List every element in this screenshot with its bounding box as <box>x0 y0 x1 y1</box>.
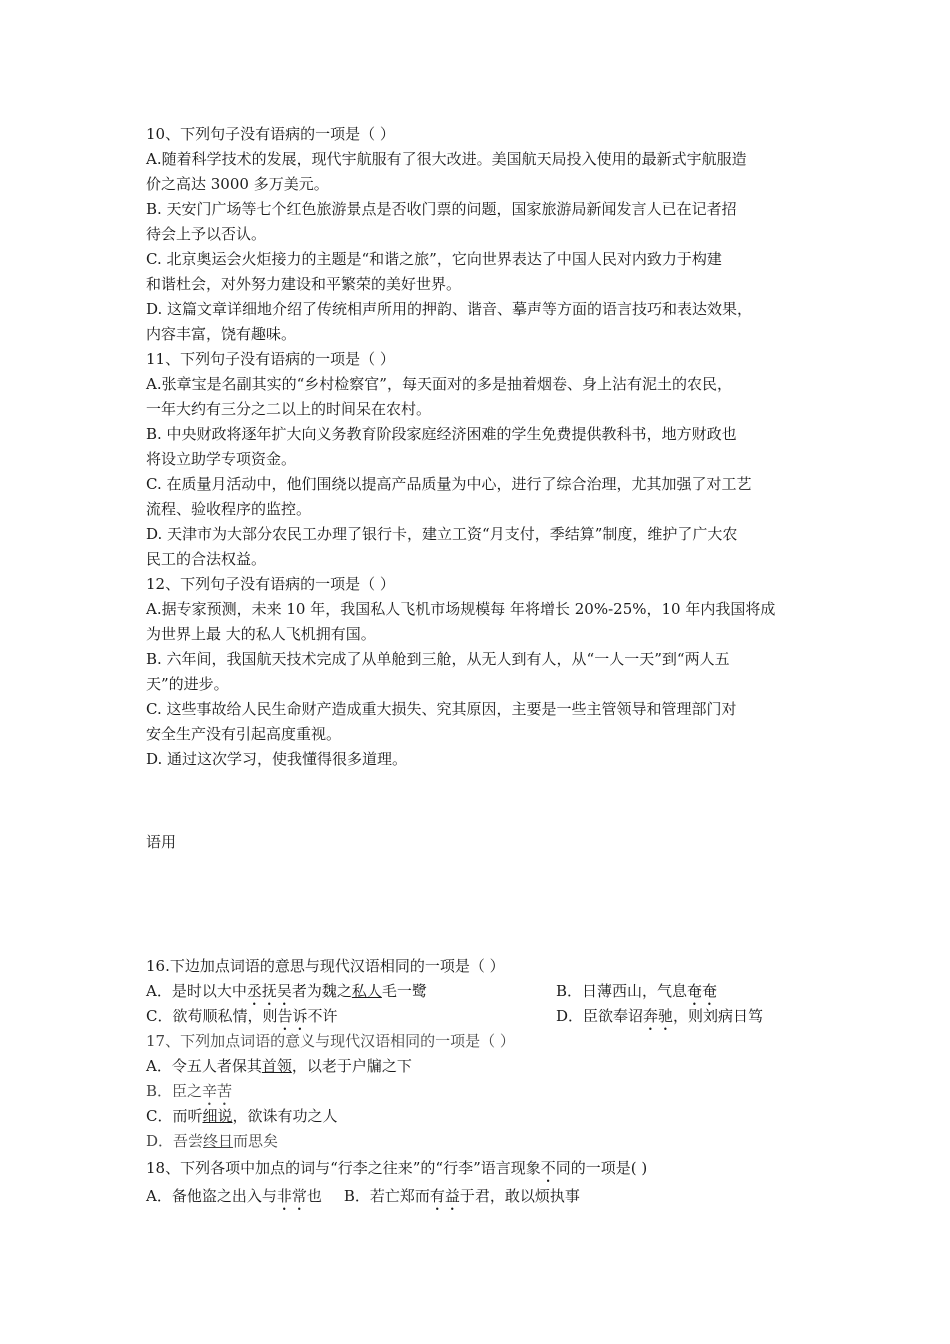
q11-option-b-line2: 将设立助学专项资金。 <box>146 450 297 468</box>
q18-title <box>146 1154 810 1182</box>
q10-option-a-line2: 价之高达 3000 多万美元。 <box>146 175 329 193</box>
q17-d-underlined: 终日 <box>203 1132 234 1150</box>
q10-option-c-line2: 和谐杜会，对外努力建设和平繁荣的美好世界。 <box>146 275 462 293</box>
q18-a-dotted: 非常 <box>276 1187 307 1205</box>
q11-option-b-line1: B. 中央财政将逐年扩大向义务教育阶段家庭经济困难的学生免费提供教科书，地方财政也 <box>146 425 737 443</box>
q16-title: 16.下边加点词语的意思与现代汉语相同的一项是（ ） <box>146 957 505 975</box>
q18-b-pre: B．若亡郑而 <box>343 1187 430 1205</box>
q11-option-c-line1: C. 在质量月活动中，他们围绕以提高产品质量为中心，进行了综合治理，尤其加强了对工艺 <box>146 475 752 493</box>
q18-title-dotted: 不 <box>540 1159 556 1177</box>
q17-d-post: 而思矣 <box>233 1132 279 1150</box>
q16-row-ab <box>146 979 810 1004</box>
q18-b-post: 于君，敢以烦执事 <box>459 1187 580 1205</box>
q12-option-b-line2: 天”的进步。 <box>146 675 229 693</box>
q10-option-a-line1: A.随着科学技术的发展，现代宇航服有了很大改进。美国航天局投入使用的最新式宇航服造 <box>146 150 747 168</box>
q16-d-pre: D．臣欲奉诏 <box>556 1007 644 1025</box>
q17-a-post: ，以老于户牖之下 <box>291 1057 412 1075</box>
q16-option-b <box>556 979 810 1004</box>
q18-b-dotted: 有益 <box>429 1187 460 1205</box>
q17-c-post: ，欲诛有功之人 <box>232 1107 338 1125</box>
q17-option-c <box>146 1104 810 1129</box>
q16-option-c <box>146 1004 556 1029</box>
q12-option-c-line2: 安全生产没有引起高度重视。 <box>146 725 342 743</box>
q16-option-a <box>146 979 556 1004</box>
section-heading: 语用 <box>146 833 177 851</box>
q10-option-d-line2: 内容丰富，饶有趣味。 <box>146 325 297 343</box>
questions-10-12 <box>146 122 810 772</box>
q12-option-d-line1: D. 通过这次学习，使我懂得很多道理。 <box>146 750 408 768</box>
q17-option-d <box>146 1129 810 1154</box>
q16-a-post: 毛一鹭 <box>381 982 427 1000</box>
q11-option-d-line2: 民工的合法权益。 <box>146 550 267 568</box>
q18-a-pre: A．备他盗之出入与 <box>146 1187 277 1205</box>
q10-option-b-line1: B. 天安门广场等七个红色旅游景点是否收门票的问题，国家旅游局新闻发言人已在记者招 <box>146 200 737 218</box>
q16-d-dotted: 奔驰 <box>643 1007 674 1025</box>
q17-a-pre: A．令五人者保其 <box>146 1057 262 1075</box>
q11-option-a-line2: 一年大约有三分之二以上的时间呆在农村。 <box>146 400 432 418</box>
q16-c-dotted: 告诉 <box>277 1007 308 1025</box>
q17-a-underlined: 首领 <box>261 1057 292 1075</box>
q17-c-pre: C．而听 <box>146 1107 203 1125</box>
questions-16-18 <box>146 954 810 1210</box>
q17-b-pre: B．臣之 <box>146 1082 203 1100</box>
q17-c-underlined: 细说 <box>202 1107 233 1125</box>
q18-title-post: 同的一项是( ) <box>555 1159 648 1177</box>
q17-d-pre: D．吾尝 <box>146 1132 204 1150</box>
q17-option-a <box>146 1054 810 1079</box>
q16-a-underlined: 私人 <box>351 982 382 1000</box>
q16-a-mid: 者为魏之 <box>291 982 352 1000</box>
q17-b-dotted: 辛苦 <box>202 1082 233 1100</box>
q12-option-a-line1: A.据专家预测，未来 10 年，我国私人飞机市场规模每 年将增长 20%-25%，10 年内我国将成 <box>146 600 776 618</box>
q17-title: 17、下列加点词语的意义与现代汉语相同的一项是（ ） <box>146 1032 515 1050</box>
q18-title-pre: 18、下列各项中加点的词与“行李之往来”的“行李”语言现象 <box>146 1159 541 1177</box>
q17-option-b <box>146 1079 810 1104</box>
q11-title: 11、下列句子没有语病的一项是（ ） <box>146 350 395 368</box>
q18-options <box>146 1182 810 1210</box>
q12-option-c-line1: C. 这些事故给人民生命财产造成重大损失、究其原因，主要是一些主管领导和管理部门对 <box>146 700 737 718</box>
q16-c-pre: C．欲苟顺私情，则 <box>146 1007 278 1025</box>
q10-option-c-line1: C. 北京奥运会火炬接力的主题是“和谐之旅”，它向世界表达了中国人民对内致力于构建 <box>146 250 722 268</box>
q16-c-post: 不许 <box>307 1007 338 1025</box>
q11-option-a-line1: A.张章宝是名副其实的“乡村检察官”，每天面对的多是抽着烟卷、身上沾有泥土的农民， <box>146 375 732 393</box>
q16-a-dotted: 丞抚吴 <box>246 982 292 1000</box>
q12-option-a-line2: 为世界上最 大的私人飞机拥有国。 <box>146 625 376 643</box>
q16-d-post: ，则刘病日笃 <box>673 1007 764 1025</box>
q10-title: 10、下列句子没有语病的一项是（ ） <box>146 125 395 143</box>
q16-row-cd <box>146 1004 810 1029</box>
q11-option-d-line1: D. 天津市为大部分农民工办理了银行卡，建立工资“月支付，季结算”制度，维护了广大农 <box>146 525 738 543</box>
q11-option-c-line2: 流程、验收程序的监控。 <box>146 500 312 518</box>
q10-option-d-line1: D. 这篇文章详细地介绍了传统相声所用的押韵、谐音、摹声等方面的语言技巧和表达效果， <box>146 300 753 318</box>
q16-b-dotted: 奄奄 <box>687 982 718 1000</box>
q12-title: 12、下列句子没有语病的一项是（ ） <box>146 575 395 593</box>
q16-option-d <box>556 1004 810 1029</box>
q16-b-pre: B．日薄西山，气息 <box>556 982 688 1000</box>
q12-option-b-line1: B. 六年间，我国航天技术完成了从单舱到三舱，从无人到有人，从“一人一天”到“两人五 <box>146 650 730 668</box>
q16-a-pre: A．是时以大中 <box>146 982 247 1000</box>
q10-option-b-line2: 待会上予以否认。 <box>146 225 267 243</box>
q18-a-post: 也 <box>306 1187 322 1205</box>
